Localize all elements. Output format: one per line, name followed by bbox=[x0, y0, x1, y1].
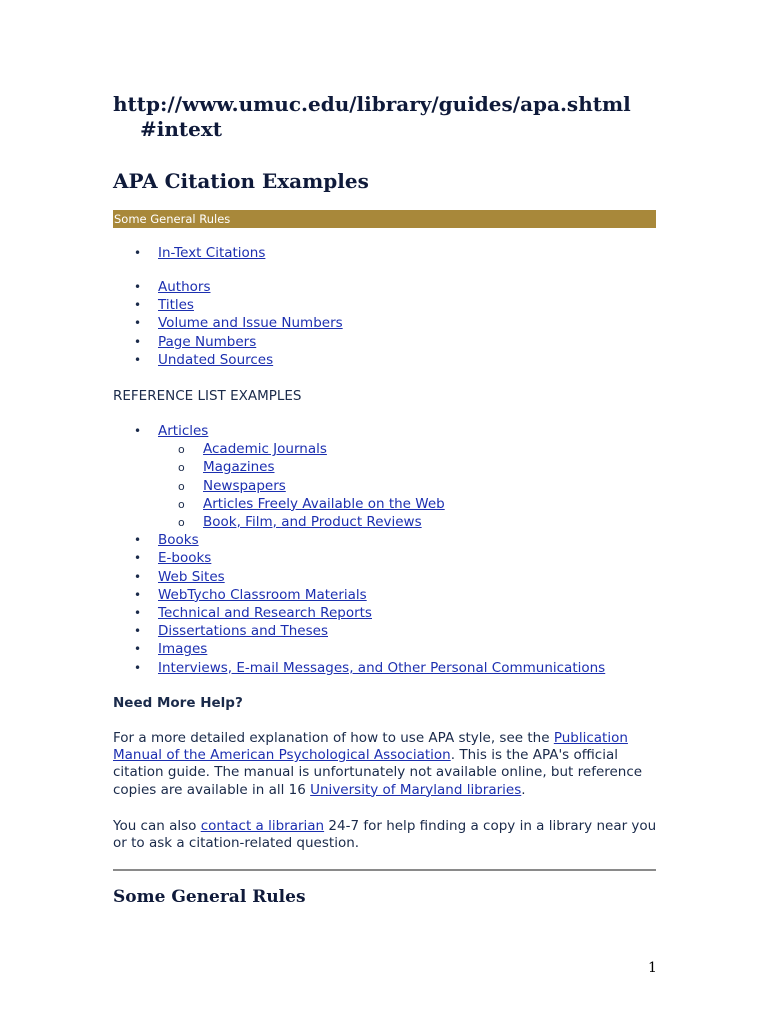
horizontal-rule bbox=[113, 869, 656, 871]
list-item bbox=[113, 531, 605, 549]
help-paragraph bbox=[113, 730, 658, 799]
sublist-item bbox=[158, 495, 605, 513]
url-line-2: #intext bbox=[140, 117, 223, 141]
link-volume-issue[interactable]: Volume and Issue Numbers bbox=[158, 315, 343, 332]
contact-text: You can also bbox=[113, 818, 201, 834]
list-item bbox=[113, 659, 605, 677]
link-page-numbers[interactable]: Page Numbers bbox=[158, 333, 257, 350]
link-technical-reports[interactable]: Technical and Research Reports bbox=[158, 605, 372, 622]
link-web-sites[interactable]: Web Sites bbox=[158, 568, 225, 585]
list-item bbox=[113, 244, 265, 262]
link-reviews[interactable]: Book, Film, and Product Reviews bbox=[203, 514, 422, 531]
contact-paragraph bbox=[113, 818, 658, 852]
link-academic-journals[interactable]: Academic Journals bbox=[203, 441, 327, 458]
link-images[interactable]: Images bbox=[158, 641, 208, 658]
link-umd-libraries[interactable]: University of Maryland libraries bbox=[310, 781, 522, 798]
link-books[interactable]: Books bbox=[158, 532, 199, 549]
link-interviews[interactable]: Interviews, E-mail Messages, and Other Personal Communications bbox=[158, 659, 606, 676]
help-text: . This is the APA's official citation guide. The manual is unfortunately not available online, but reference copies are available in all 16 bbox=[113, 747, 643, 798]
list-item bbox=[113, 314, 343, 332]
sublist-item bbox=[158, 477, 605, 495]
url-line-1: http://www.umuc.edu/library/guides/apa.shtml bbox=[113, 92, 631, 116]
link-authors[interactable]: Authors bbox=[158, 279, 211, 295]
general-rules-list bbox=[113, 278, 343, 369]
link-dissertations[interactable]: Dissertations and Theses bbox=[158, 623, 328, 640]
in-text-list bbox=[113, 244, 265, 262]
link-articles-web[interactable]: Articles Freely Available on the Web bbox=[203, 495, 445, 512]
general-rules-heading: Some General Rules bbox=[113, 887, 306, 907]
link-magazines[interactable]: Magazines bbox=[203, 459, 275, 476]
help-text: . bbox=[521, 781, 526, 798]
contact-text: 24-7 for help finding a copy in a library near you or to ask a citation-related question. bbox=[113, 818, 657, 852]
list-item bbox=[113, 296, 343, 314]
link-contact-librarian[interactable]: contact a librarian bbox=[200, 818, 325, 834]
list-item bbox=[113, 586, 605, 604]
page-title: APA Citation Examples bbox=[113, 169, 369, 193]
link-newspapers[interactable]: Newspapers bbox=[203, 477, 286, 494]
link-publication-manual[interactable]: Publication Manual of the American Psychological Association bbox=[113, 730, 628, 764]
link-articles[interactable]: Articles bbox=[158, 423, 209, 439]
page-number: 1 bbox=[648, 960, 657, 976]
link-titles[interactable]: Titles bbox=[158, 297, 194, 314]
link-e-books[interactable]: E-books bbox=[158, 550, 212, 567]
need-help-heading: Need More Help? bbox=[113, 695, 243, 711]
articles-sublist bbox=[158, 440, 605, 531]
sublist-item bbox=[158, 440, 605, 458]
sublist-item bbox=[158, 513, 605, 531]
list-item bbox=[113, 278, 343, 296]
link-undated-sources[interactable]: Undated Sources bbox=[158, 351, 274, 368]
sublist-item bbox=[158, 458, 605, 476]
section-banner: Some General Rules bbox=[113, 210, 656, 228]
list-item bbox=[113, 549, 605, 567]
list-item bbox=[113, 604, 605, 622]
list-item bbox=[113, 622, 605, 640]
reference-list-heading: REFERENCE LIST EXAMPLES bbox=[113, 388, 302, 404]
link-webtycho[interactable]: WebTycho Classroom Materials bbox=[158, 586, 367, 603]
list-item bbox=[113, 422, 605, 531]
list-item bbox=[113, 351, 343, 369]
list-item bbox=[113, 568, 605, 586]
link-in-text-citations[interactable]: In-Text Citations bbox=[158, 245, 266, 261]
reference-list bbox=[113, 422, 605, 677]
help-text: For a more detailed explanation of how to use APA style, see the bbox=[113, 730, 554, 746]
list-item bbox=[113, 333, 343, 351]
url-heading bbox=[113, 92, 673, 142]
list-item bbox=[113, 640, 605, 658]
